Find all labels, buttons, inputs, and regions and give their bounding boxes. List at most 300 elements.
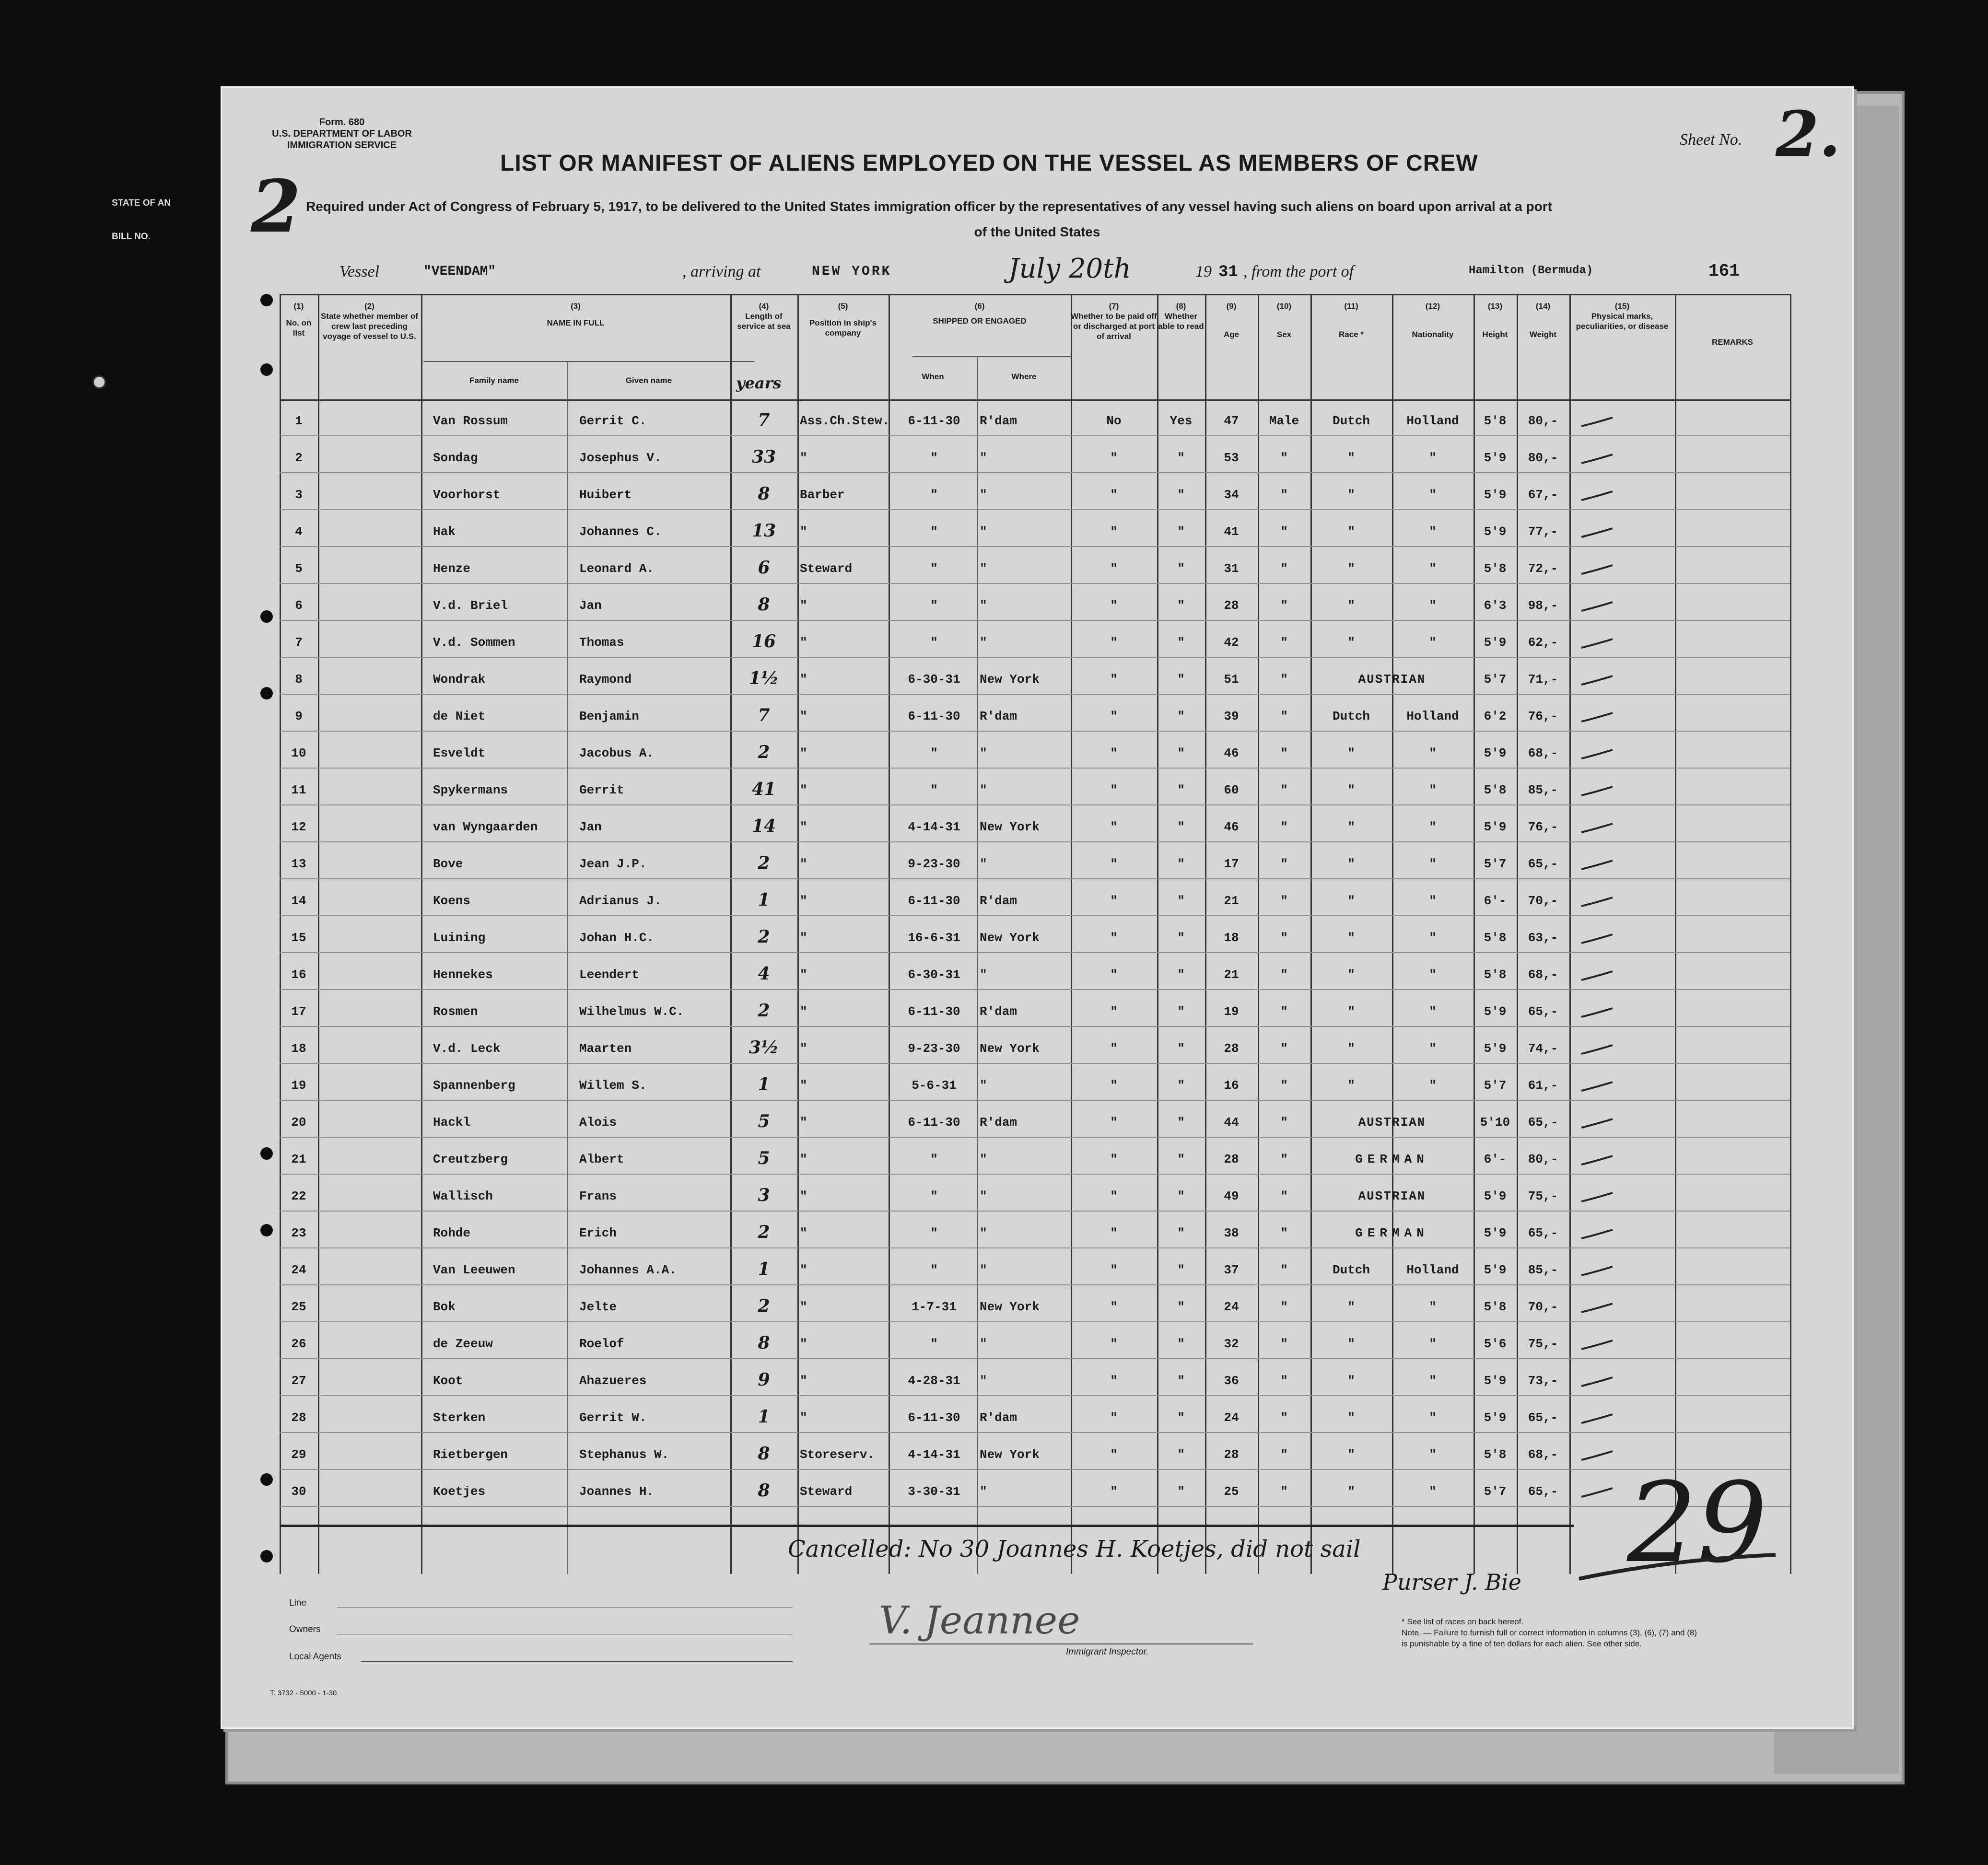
cell-sex: " xyxy=(1280,1004,1288,1019)
cell-able-read: " xyxy=(1177,1447,1185,1462)
check-mark-icon xyxy=(1579,782,1617,801)
cell-sex: " xyxy=(1280,1484,1288,1499)
cell-family-name: Sterken xyxy=(433,1410,486,1425)
check-mark-icon xyxy=(1579,597,1617,617)
cell-race: Dutch xyxy=(1332,709,1370,723)
col-header-name: (3) NAME IN FULL xyxy=(547,302,605,327)
table-row xyxy=(222,926,1852,963)
cell-no: 18 xyxy=(291,1041,306,1056)
cell-weight: 80,- xyxy=(1528,414,1558,428)
cell-height: 5'9 xyxy=(1484,1226,1507,1240)
cell-nationality: " xyxy=(1429,820,1437,834)
table-row xyxy=(222,409,1852,446)
cell-when: 5-6-31 xyxy=(912,1078,957,1093)
cell-height: 6'3 xyxy=(1484,598,1507,613)
cell-race: " xyxy=(1347,1078,1355,1093)
shipped-subheader-rule xyxy=(912,356,1071,357)
table-row xyxy=(222,594,1852,630)
cell-given-name: Ahazueres xyxy=(579,1374,647,1388)
cell-paid-off: " xyxy=(1110,1374,1118,1388)
cell-given-name: Jan xyxy=(579,820,602,834)
inspector-signature: V. Jeannee xyxy=(879,1598,1080,1643)
cell-age: 51 xyxy=(1224,672,1239,687)
check-mark-icon xyxy=(1579,450,1617,469)
col-header-given: Given name xyxy=(625,376,672,385)
cell-sex: " xyxy=(1280,1078,1288,1093)
table-row xyxy=(222,667,1852,704)
cell-nationality: Holland xyxy=(1406,1263,1459,1277)
check-mark-icon xyxy=(1579,560,1617,580)
cell-paid-off: " xyxy=(1110,561,1118,576)
cell-position: Barber xyxy=(800,488,845,502)
cell-height: 5'9 xyxy=(1484,820,1507,834)
cell-no: 17 xyxy=(291,1004,306,1019)
cell-where: " xyxy=(980,783,987,797)
cell-paid-off: " xyxy=(1110,672,1118,687)
cell-given-name: Adrianus J. xyxy=(579,894,662,908)
cell-position: " xyxy=(800,1300,807,1314)
col-header-when: When xyxy=(922,372,944,381)
cell-given-name: Maarten xyxy=(579,1041,632,1056)
cell-when: 6-11-30 xyxy=(908,709,960,723)
cell-position: Storeserv. xyxy=(800,1447,875,1462)
cell-race: " xyxy=(1347,525,1355,539)
cell-no: 21 xyxy=(291,1152,306,1166)
cell-family-name: Rohde xyxy=(433,1226,471,1240)
cell-years-service: 6 xyxy=(758,558,770,578)
cell-height: 5'10 xyxy=(1480,1115,1510,1130)
cell-given-name: Jean J.P. xyxy=(579,857,647,871)
check-mark-icon xyxy=(1579,1225,1617,1244)
arrival-date: July 20th xyxy=(1008,253,1131,284)
cell-weight: 80,- xyxy=(1528,451,1558,465)
cell-paid-off: " xyxy=(1110,635,1118,650)
cell-when: " xyxy=(930,561,938,576)
col-header-weight: (14) Weight xyxy=(1529,302,1557,339)
cell-weight: 65,- xyxy=(1528,1410,1558,1425)
cell-family-name: V.d. Sommen xyxy=(433,635,515,650)
purser-signature: Purser J. Bie xyxy=(1382,1569,1521,1595)
cell-race: " xyxy=(1347,894,1355,908)
cell-age: 25 xyxy=(1224,1484,1239,1499)
cell-able-read: " xyxy=(1177,1078,1185,1093)
cell-height: 6'- xyxy=(1484,1152,1507,1166)
cell-race: " xyxy=(1347,1004,1355,1019)
cell-nationality: " xyxy=(1429,1300,1437,1314)
cell-sex: " xyxy=(1280,635,1288,650)
cell-given-name: Alois xyxy=(579,1115,617,1130)
cell-where: R'dam xyxy=(980,1115,1017,1130)
cell-sex: " xyxy=(1280,746,1288,760)
cell-when: " xyxy=(930,1337,938,1351)
cell-able-read: " xyxy=(1177,451,1185,465)
cell-years-service: 3½ xyxy=(748,1037,779,1058)
cell-position: " xyxy=(800,598,807,613)
cell-where: New York xyxy=(980,672,1040,687)
cell-no: 29 xyxy=(291,1447,306,1462)
cell-position: " xyxy=(800,1078,807,1093)
cell-sex: " xyxy=(1280,1115,1288,1130)
cell-given-name: Stephanus W. xyxy=(579,1447,669,1462)
cell-race: " xyxy=(1347,488,1355,502)
table-row xyxy=(222,557,1852,594)
cell-paid-off: " xyxy=(1110,1115,1118,1130)
check-mark-icon xyxy=(1579,1299,1617,1318)
table-row xyxy=(222,1073,1852,1110)
cell-when: 16-6-31 xyxy=(908,931,960,945)
cell-family-name: Hennekes xyxy=(433,967,493,982)
cell-years-service: 8 xyxy=(758,484,770,504)
cell-nationality: " xyxy=(1429,1078,1437,1093)
vessel-label: Vessel xyxy=(339,263,380,280)
cell-nationality: " xyxy=(1429,1374,1437,1388)
year-prefix: 19 xyxy=(1195,263,1212,280)
cell-no: 2 xyxy=(295,451,303,465)
cell-family-name: V.d. Leck xyxy=(433,1041,501,1056)
cell-when: 9-23-30 xyxy=(908,857,960,871)
cell-height: 5'9 xyxy=(1484,1410,1507,1425)
col-header-state: (2) State whether member of crew last preceding voyage of vessel to U.S. xyxy=(320,302,419,341)
cell-nationality: " xyxy=(1429,894,1437,908)
table-row xyxy=(222,1184,1852,1221)
cell-able-read: " xyxy=(1177,635,1185,650)
cell-able-read: " xyxy=(1177,598,1185,613)
cell-weight: 98,- xyxy=(1528,598,1558,613)
cell-weight: 72,- xyxy=(1528,561,1558,576)
cell-race: GERMAN xyxy=(1355,1152,1429,1166)
cell-height: 5'7 xyxy=(1484,1078,1507,1093)
cell-age: 24 xyxy=(1224,1410,1239,1425)
cell-able-read: " xyxy=(1177,894,1185,908)
cell-able-read: " xyxy=(1177,525,1185,539)
cell-family-name: Wondrak xyxy=(433,672,486,687)
cell-position: " xyxy=(800,525,807,539)
cell-when: 6-11-30 xyxy=(908,1115,960,1130)
cell-given-name: Thomas xyxy=(579,635,624,650)
cell-sex: " xyxy=(1280,1300,1288,1314)
cell-weight: 65,- xyxy=(1528,1226,1558,1240)
cell-height: 5'7 xyxy=(1484,672,1507,687)
cell-paid-off: No xyxy=(1106,414,1122,428)
cell-years-service: 2 xyxy=(758,927,770,947)
cell-where: " xyxy=(980,1337,987,1351)
cell-years-service: 13 xyxy=(751,521,776,541)
cell-race: " xyxy=(1347,783,1355,797)
cell-paid-off: " xyxy=(1110,1447,1118,1462)
cell-position: " xyxy=(800,1041,807,1056)
cell-age: 28 xyxy=(1224,1041,1239,1056)
cell-family-name: Voorhorst xyxy=(433,488,501,502)
cell-able-read: " xyxy=(1177,967,1185,982)
cell-sex: Male xyxy=(1269,414,1299,428)
cell-height: 5'9 xyxy=(1484,451,1507,465)
arriving-label: , arriving at xyxy=(682,263,761,280)
cell-years-service: 1 xyxy=(758,1074,770,1095)
table-row xyxy=(222,1443,1852,1480)
punch-hole xyxy=(260,294,273,306)
cell-years-service: 4 xyxy=(758,964,770,984)
cell-when: " xyxy=(930,783,938,797)
arriving-port: NEW YORK xyxy=(812,264,892,279)
check-mark-icon xyxy=(1579,487,1617,506)
cell-sex: " xyxy=(1280,820,1288,834)
cell-height: 5'9 xyxy=(1484,1374,1507,1388)
cell-years-service: 16 xyxy=(751,631,776,652)
from-port: Hamilton (Bermuda) xyxy=(1469,264,1593,277)
cell-nationality: " xyxy=(1429,451,1437,465)
cell-sex: " xyxy=(1280,1447,1288,1462)
cell-age: 38 xyxy=(1224,1226,1239,1240)
cell-years-service: 7 xyxy=(758,705,770,725)
cell-sex: " xyxy=(1280,561,1288,576)
cell-paid-off: " xyxy=(1110,1300,1118,1314)
cell-position: " xyxy=(800,746,807,760)
cell-nationality: " xyxy=(1429,857,1437,871)
cell-age: 19 xyxy=(1224,1004,1239,1019)
cell-position: " xyxy=(800,1337,807,1351)
check-mark-icon xyxy=(1579,1336,1617,1355)
cell-race: AUSTRIAN xyxy=(1358,672,1426,687)
cell-years-service: 1½ xyxy=(748,668,779,688)
cell-nationality: " xyxy=(1429,783,1437,797)
cell-family-name: Spykermans xyxy=(433,783,508,797)
cell-family-name: V.d. Briel xyxy=(433,598,508,613)
check-mark-icon xyxy=(1579,524,1617,543)
cell-nationality: " xyxy=(1429,967,1437,982)
cell-nationality: " xyxy=(1429,746,1437,760)
col-header-no: (1) No. on list xyxy=(286,302,312,338)
cell-family-name: Van Rossum xyxy=(433,414,508,428)
cell-family-name: Sondag xyxy=(433,451,478,465)
cell-weight: 65,- xyxy=(1528,857,1558,871)
check-mark-icon xyxy=(1579,1188,1617,1207)
left-stamp-2: BILL NO. xyxy=(112,232,151,242)
check-mark-icon xyxy=(1579,893,1617,912)
cell-weight: 74,- xyxy=(1528,1041,1558,1056)
cell-age: 37 xyxy=(1224,1263,1239,1277)
cell-sex: " xyxy=(1280,709,1288,723)
cell-given-name: Erich xyxy=(579,1226,617,1240)
cell-nationality: " xyxy=(1429,561,1437,576)
cell-age: 17 xyxy=(1224,857,1239,871)
cell-position: " xyxy=(800,635,807,650)
cell-age: 31 xyxy=(1224,561,1239,576)
cell-family-name: Henze xyxy=(433,561,471,576)
cell-age: 16 xyxy=(1224,1078,1239,1093)
cell-able-read: " xyxy=(1177,1484,1185,1499)
cell-years-service: 3 xyxy=(758,1185,770,1205)
cell-given-name: Raymond xyxy=(579,672,632,687)
cell-height: 5'8 xyxy=(1484,561,1507,576)
cell-paid-off: " xyxy=(1110,894,1118,908)
check-mark-icon xyxy=(1579,1077,1617,1096)
cell-given-name: Roelof xyxy=(579,1337,624,1351)
table-top-rule xyxy=(280,294,1790,295)
cell-family-name: Rosmen xyxy=(433,1004,478,1019)
cell-age: 46 xyxy=(1224,820,1239,834)
cell-able-read: " xyxy=(1177,488,1185,502)
cell-where: R'dam xyxy=(980,414,1017,428)
cell-family-name: Spannenberg xyxy=(433,1078,515,1093)
cell-paid-off: " xyxy=(1110,967,1118,982)
agents-label: Local Agents xyxy=(289,1652,341,1662)
cell-years-service: 2 xyxy=(758,1222,770,1242)
cell-when: 6-11-30 xyxy=(908,894,960,908)
table-row xyxy=(222,520,1852,557)
cell-paid-off: " xyxy=(1110,1484,1118,1499)
check-mark-icon xyxy=(1579,1003,1617,1023)
cell-sex: " xyxy=(1280,967,1288,982)
cell-family-name: Rietbergen xyxy=(433,1447,508,1462)
cell-years-service: 8 xyxy=(758,1333,770,1353)
cell-paid-off: " xyxy=(1110,488,1118,502)
col-header-years: years xyxy=(736,374,782,392)
cell-race: " xyxy=(1347,1374,1355,1388)
cell-when: " xyxy=(930,746,938,760)
cell-paid-off: " xyxy=(1110,783,1118,797)
cell-paid-off: " xyxy=(1110,1263,1118,1277)
sheet-label: Sheet No. xyxy=(1680,131,1742,149)
cell-race: " xyxy=(1347,1447,1355,1462)
cell-given-name: Leonard A. xyxy=(579,561,655,576)
cell-able-read: " xyxy=(1177,1115,1185,1130)
cell-position: " xyxy=(800,451,807,465)
cell-sex: " xyxy=(1280,1374,1288,1388)
cell-no: 9 xyxy=(295,709,303,723)
cell-position: " xyxy=(800,1189,807,1203)
cell-weight: 65,- xyxy=(1528,1484,1558,1499)
check-mark-icon xyxy=(1579,1262,1617,1281)
form-header-block xyxy=(265,117,419,151)
vessel-name: "VEENDAM" xyxy=(423,264,496,279)
cell-given-name: Leendert xyxy=(579,967,639,982)
cell-able-read: Yes xyxy=(1169,414,1193,428)
cell-where: " xyxy=(980,857,987,871)
cell-family-name: van Wyngaarden xyxy=(433,820,538,834)
cell-where: " xyxy=(980,1226,987,1240)
cell-where: " xyxy=(980,635,987,650)
cell-position: " xyxy=(800,1004,807,1019)
cell-family-name: de Zeeuw xyxy=(433,1337,493,1351)
cell-when: " xyxy=(930,598,938,613)
cell-given-name: Gerrit W. xyxy=(579,1410,647,1425)
cell-height: 5'8 xyxy=(1484,967,1507,982)
cell-height: 5'9 xyxy=(1484,1189,1507,1203)
cell-race: " xyxy=(1347,1484,1355,1499)
cell-position: " xyxy=(800,672,807,687)
cell-given-name: Albert xyxy=(579,1152,624,1166)
cell-able-read: " xyxy=(1177,1004,1185,1019)
cell-sex: " xyxy=(1280,857,1288,871)
cell-weight: 70,- xyxy=(1528,1300,1558,1314)
cell-weight: 77,- xyxy=(1528,525,1558,539)
cell-where: New York xyxy=(980,931,1040,945)
cell-no: 20 xyxy=(291,1115,306,1130)
cell-nationality: Holland xyxy=(1406,709,1459,723)
cell-age: 34 xyxy=(1224,488,1239,502)
cell-sex: " xyxy=(1280,783,1288,797)
cell-years-service: 8 xyxy=(758,594,770,615)
cell-weight: 68,- xyxy=(1528,1447,1558,1462)
cell-nationality: " xyxy=(1429,1041,1437,1056)
cell-no: 5 xyxy=(295,561,303,576)
cell-sex: " xyxy=(1280,1337,1288,1351)
cell-race: " xyxy=(1347,1410,1355,1425)
cell-where: New York xyxy=(980,1041,1040,1056)
cell-paid-off: " xyxy=(1110,1189,1118,1203)
left-stamp-1: STATE OF AN xyxy=(112,198,171,208)
cell-nationality: " xyxy=(1429,1447,1437,1462)
cell-height: 5'9 xyxy=(1484,1004,1507,1019)
cell-paid-off: " xyxy=(1110,931,1118,945)
table-row xyxy=(222,630,1852,667)
table-row xyxy=(222,815,1852,852)
cell-weight: 73,- xyxy=(1528,1374,1558,1388)
check-mark-icon xyxy=(1579,930,1617,949)
table-row xyxy=(222,446,1852,483)
cell-when: 3-30-31 xyxy=(908,1484,960,1499)
cell-paid-off: " xyxy=(1110,709,1118,723)
cell-position: " xyxy=(800,1152,807,1166)
cell-where: " xyxy=(980,746,987,760)
cell-race: AUSTRIAN xyxy=(1358,1115,1426,1130)
cell-position: Steward xyxy=(800,1484,853,1499)
table-row xyxy=(222,852,1852,889)
cell-race: " xyxy=(1347,931,1355,945)
cell-height: 5'8 xyxy=(1484,414,1507,428)
cell-no: 25 xyxy=(291,1300,306,1314)
cell-when: 4-14-31 xyxy=(908,1447,960,1462)
cell-weight: 85,- xyxy=(1528,1263,1558,1277)
cell-weight: 68,- xyxy=(1528,746,1558,760)
table-row xyxy=(222,1295,1852,1332)
cell-where: R'dam xyxy=(980,894,1017,908)
cell-age: 18 xyxy=(1224,931,1239,945)
cell-given-name: Willem S. xyxy=(579,1078,647,1093)
cell-age: 53 xyxy=(1224,451,1239,465)
cell-when: " xyxy=(930,1189,938,1203)
cell-sex: " xyxy=(1280,598,1288,613)
margin-number: 2 xyxy=(251,164,301,249)
check-mark-icon xyxy=(1579,671,1617,690)
cell-position: Steward xyxy=(800,561,853,576)
cell-position: " xyxy=(800,709,807,723)
races-note: * See list of races on back hereof. xyxy=(1402,1617,1524,1626)
cell-no: 4 xyxy=(295,525,303,539)
check-mark-icon xyxy=(1579,708,1617,727)
cell-paid-off: " xyxy=(1110,746,1118,760)
cell-family-name: Luining xyxy=(433,931,486,945)
cell-where: " xyxy=(980,1078,987,1093)
cell-race: " xyxy=(1347,967,1355,982)
cell-given-name: Josephus V. xyxy=(579,451,662,465)
cell-age: 49 xyxy=(1224,1189,1239,1203)
cell-height: 5'9 xyxy=(1484,746,1507,760)
cell-race: Dutch xyxy=(1332,1263,1370,1277)
cell-where: R'dam xyxy=(980,1410,1017,1425)
cell-age: 21 xyxy=(1224,967,1239,982)
cell-height: 5'6 xyxy=(1484,1337,1507,1351)
cell-height: 5'9 xyxy=(1484,635,1507,650)
cell-where: " xyxy=(980,488,987,502)
cell-position: " xyxy=(800,1263,807,1277)
cell-paid-off: " xyxy=(1110,820,1118,834)
cell-where: " xyxy=(980,1374,987,1388)
check-mark-icon xyxy=(1579,1483,1617,1503)
cell-when: 9-23-30 xyxy=(908,1041,960,1056)
cell-years-service: 14 xyxy=(751,816,776,836)
cell-nationality: Holland xyxy=(1406,414,1459,428)
